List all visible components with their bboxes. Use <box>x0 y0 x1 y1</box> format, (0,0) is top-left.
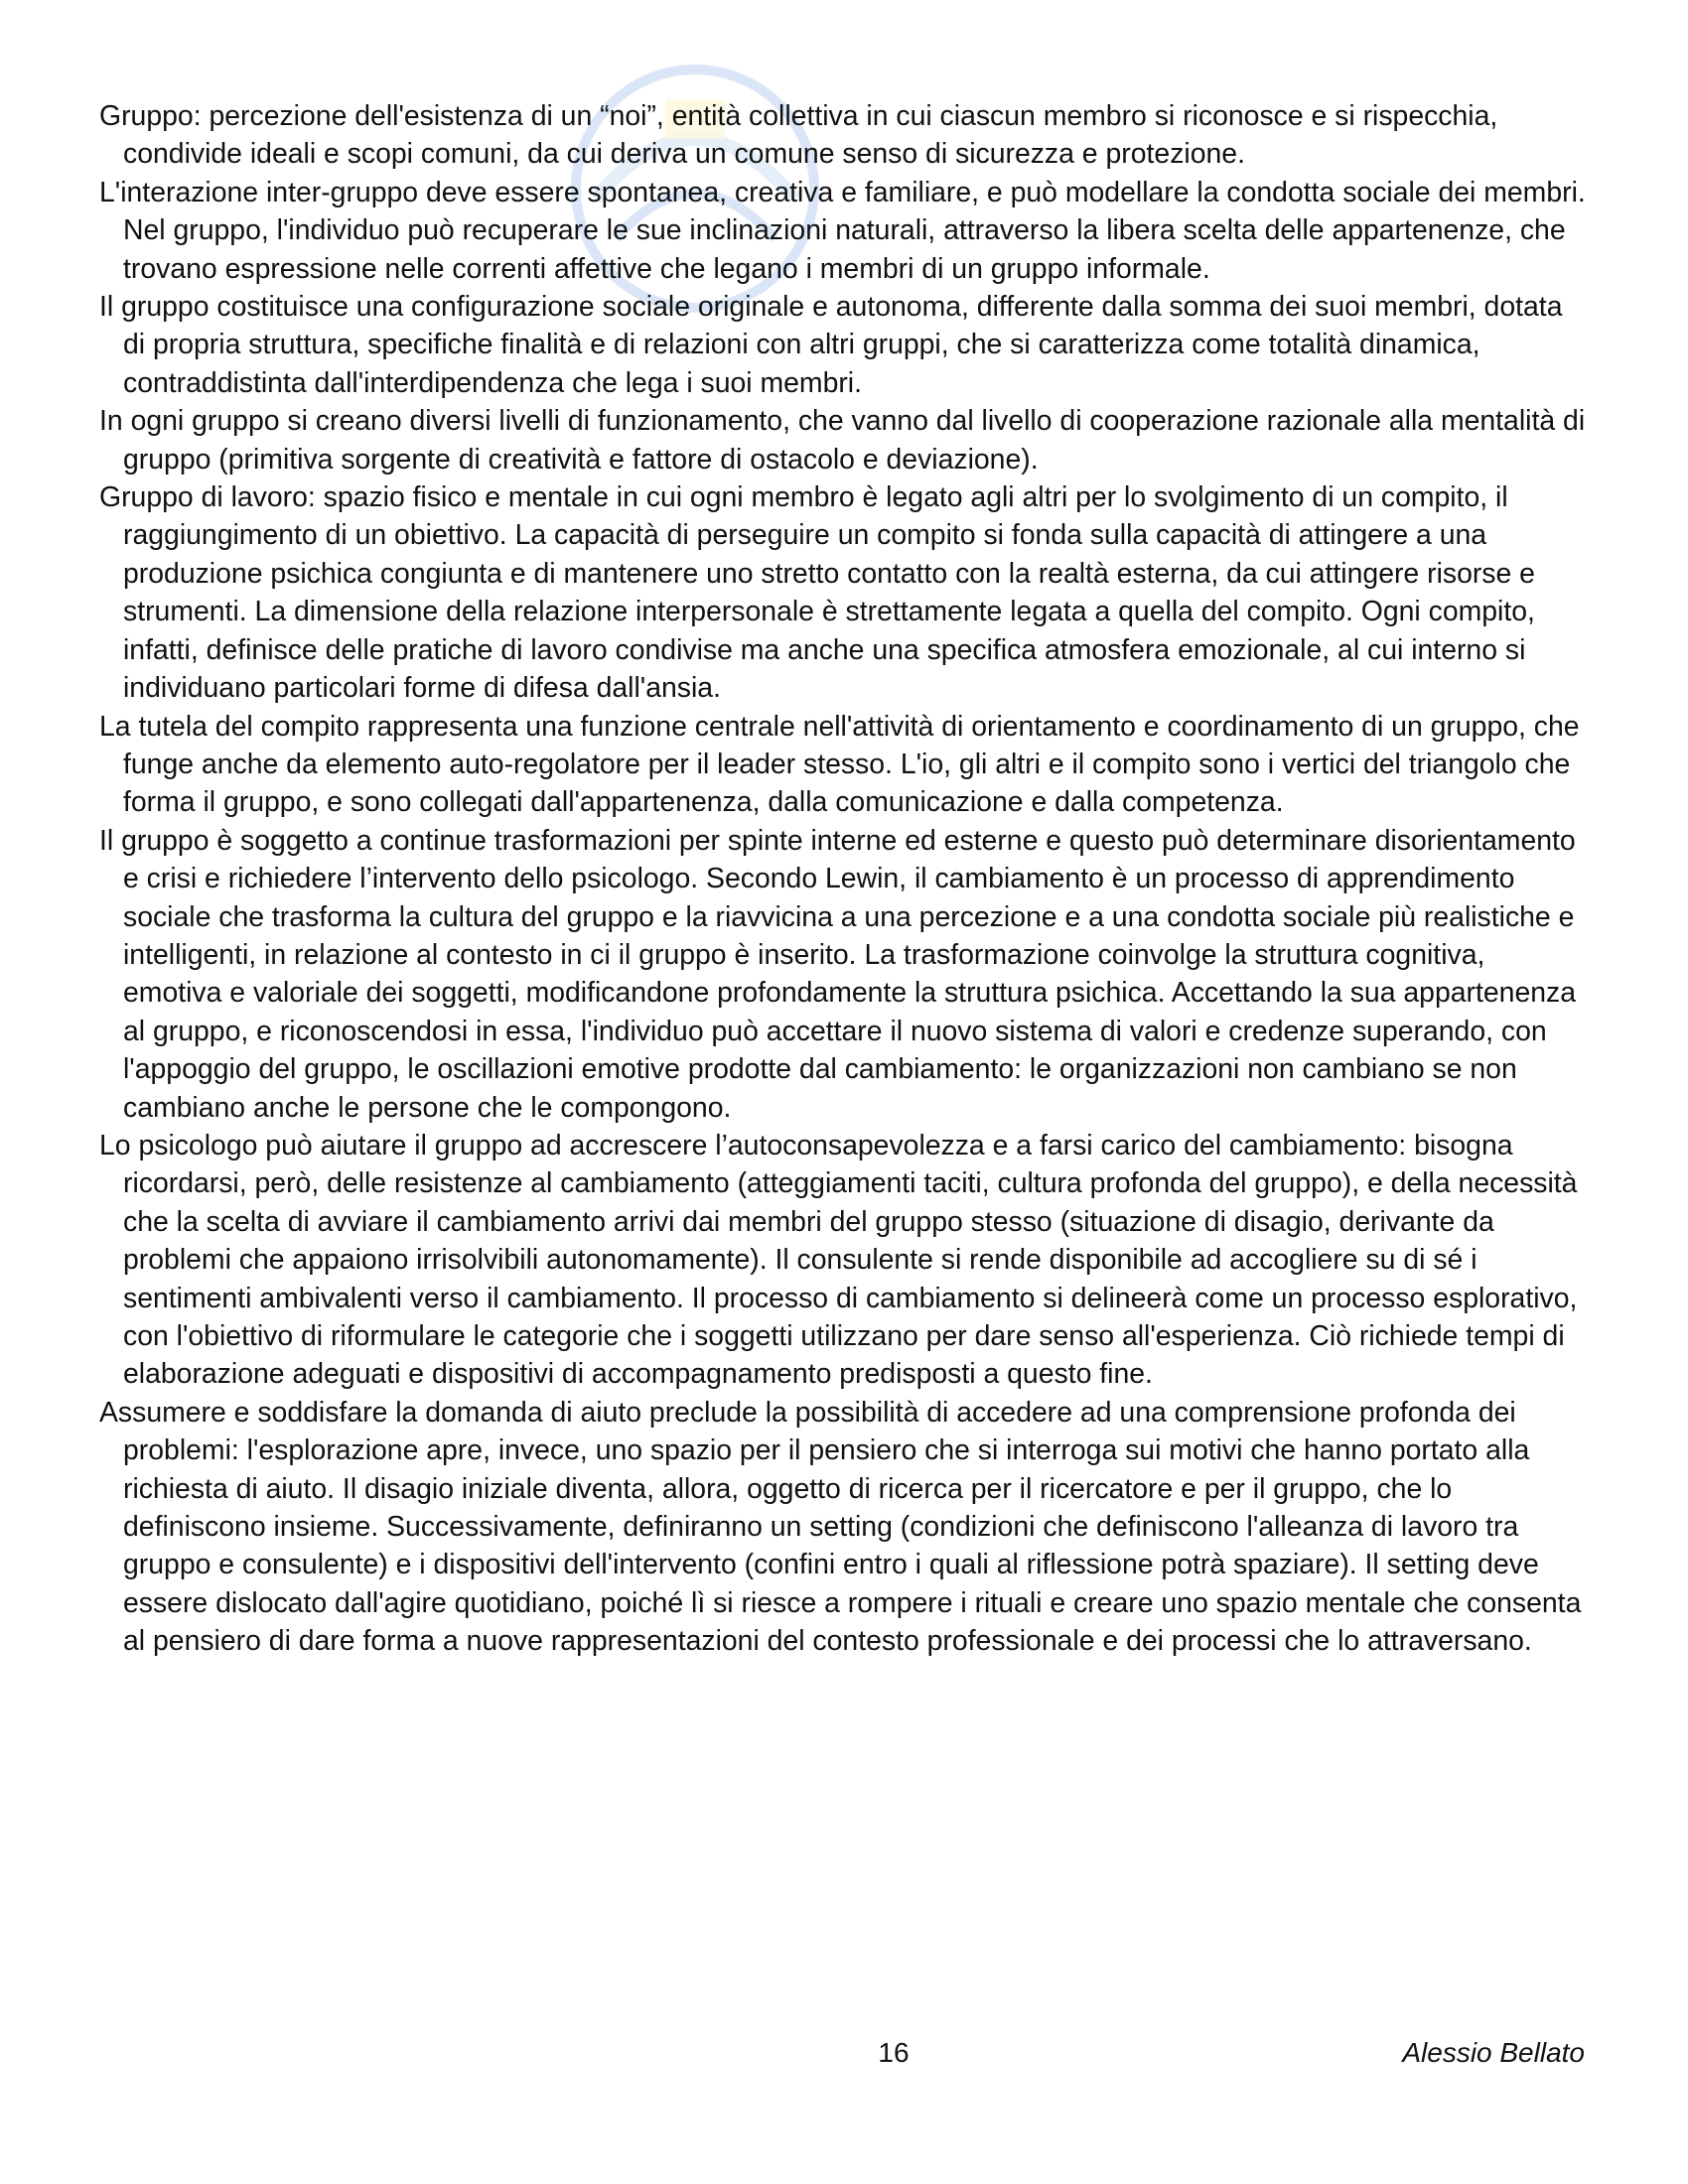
paragraph: Gruppo: percezione dell'esistenza di un “noi”, entità collettiva in cui ciascun membro si riconosce e si rispecchia, condivide ideali e scopi comuni, da cui deriva un comune senso di sicurezza e protezione. <box>99 100 1498 171</box>
paragraph: La tutela del compito rappresenta una funzione centrale nell'attività di orientamento e coordinamento di un gruppo, che funge anche da elemento auto-regolatore per il leader stesso. L'io, gli altri e il compito sono i vertici del triangolo che forma il gruppo, e sono collegati dall'appartenenza, dalla comunicazione e dalla competenza. <box>99 710 1580 819</box>
paragraph: L'interazione inter-gruppo deve essere spontanea, creativa e familiare, e può modellare la condotta sociale dei membri. Nel gruppo, l'individuo può recuperare le sue inclinazioni naturali, attraverso la libera scelta delle appartenenze, che trovano espressione nelle correnti affettive che legano i membri di un gruppo informale. <box>99 176 1586 285</box>
paragraph: Il gruppo è soggetto a continue trasformazioni per spinte interne ed esterne e questo può determinare disorientamento e crisi e richiedere l’intervento dello psicologo. Secondo Lewin, il cambiamento è un processo di apprendimento sociale che trasforma la cultura del gruppo e la riavvicina a una percezione e a una condotta sociale più realistiche e intelligenti, in relazione al contesto in ci il gruppo è inserito. La trasformazione coinvolge la struttura cognitiva, emotiva e valoriale dei soggetti, modificandone profondamente la struttura psichica. Accettando la sua appartenenza al gruppo, e riconoscendosi in essa, l'individuo può accettare il nuovo sistema di valori e credenze superando, con l'appoggio del gruppo, le oscillazioni emotive prodotte dal cambiamento: le organizzazioni non cambiano se non cambiano anche le persone che le compongono. <box>99 824 1577 1124</box>
author-name: Alessio Bellato <box>1402 2037 1585 2068</box>
paragraph: Lo psicologo può aiutare il gruppo ad accrescere l’autoconsapevolezza e a farsi carico del cambiamento: bisogna ricordarsi, però, delle resistenze al cambiamento (atteggiamenti taciti, cultura profonda del gruppo), e della necessità che la scelta di avviare il cambiamento arrivi dai membri del gruppo stesso (situazione di disagio, derivante da problemi che appaiono irrisolvibili autonomamente). Il consulente si rende disponibile ad accogliere su di sé i sentimenti ambivalenti verso il cambiamento. Il processo di cambiamento si delineerà come un processo esplorativo, con l'obiettivo di riformulare le categorie che i soggetti utilizzano per dare senso all'esperienza. Ciò richiede tempi di elaborazione adeguati e dispositivi di accompagnamento predisposti a questo fine. <box>99 1129 1578 1391</box>
paragraph: Assumere e soddisfare la domanda di aiuto preclude la possibilità di accedere ad una comprensione profonda dei problemi: l'esplorazione apre, invece, uno spazio per il pensiero che si interroga sui motivi che hanno portato alla richiesta di aiuto. Il disagio iniziale diventa, allora, oggetto di ricerca per il ricercatore e per il gruppo, che lo definiscono insieme. Successivamente, definiranno un setting (condizioni che definiscono l'alleanza di lavoro tra gruppo e consulente) e i dispositivi dell'intervento (confini entro i quali al riflessione potrà spaziare). Il setting deve essere dislocato dall'agire quotidiano, poiché lì si riesce a rompere i rituali e creare uno spazio mentale che consenta al pensiero di dare forma a nuove rappresentazioni del contesto professionale e dei processi che lo attraversano. <box>99 1396 1582 1658</box>
page-number: 16 <box>878 2037 910 2068</box>
paragraph: Gruppo di lavoro: spazio fisico e mentale in cui ogni membro è legato agli altri per lo svolgimento di un compito, il raggiungimento di un obiettivo. La capacità di perseguire un compito si fonda sulla capacità di attingere a una produzione psichica congiunta e di mantenere uno stretto contatto con la realtà esterna, da cui attingere risorse e strumenti. La dimensione della relazione interpersonale è strettamente legata a quella del compito. Ogni compito, infatti, definisce delle pratiche di lavoro condivise ma anche una specifica atmosfera emozionale, al cui interno si individuano particolari forme di difesa dall'ansia. <box>99 481 1535 705</box>
paragraph: Il gruppo costituisce una configurazione sociale originale e autonoma, differente dalla somma dei suoi membri, dotata di propria struttura, specifiche finalità e di relazioni con altri gruppi, che si caratterizza come totalità dinamica, contraddistinta dall'interdipendenza che lega i suoi membri. <box>99 291 1563 399</box>
document-body <box>99 97 1589 1661</box>
paragraph: In ogni gruppo si creano diversi livelli di funzionamento, che vanno dal livello di cooperazione razionale alla mentalità di gruppo (primitiva sorgente di creatività e fattore di ostacolo e deviazione). <box>99 405 1586 476</box>
